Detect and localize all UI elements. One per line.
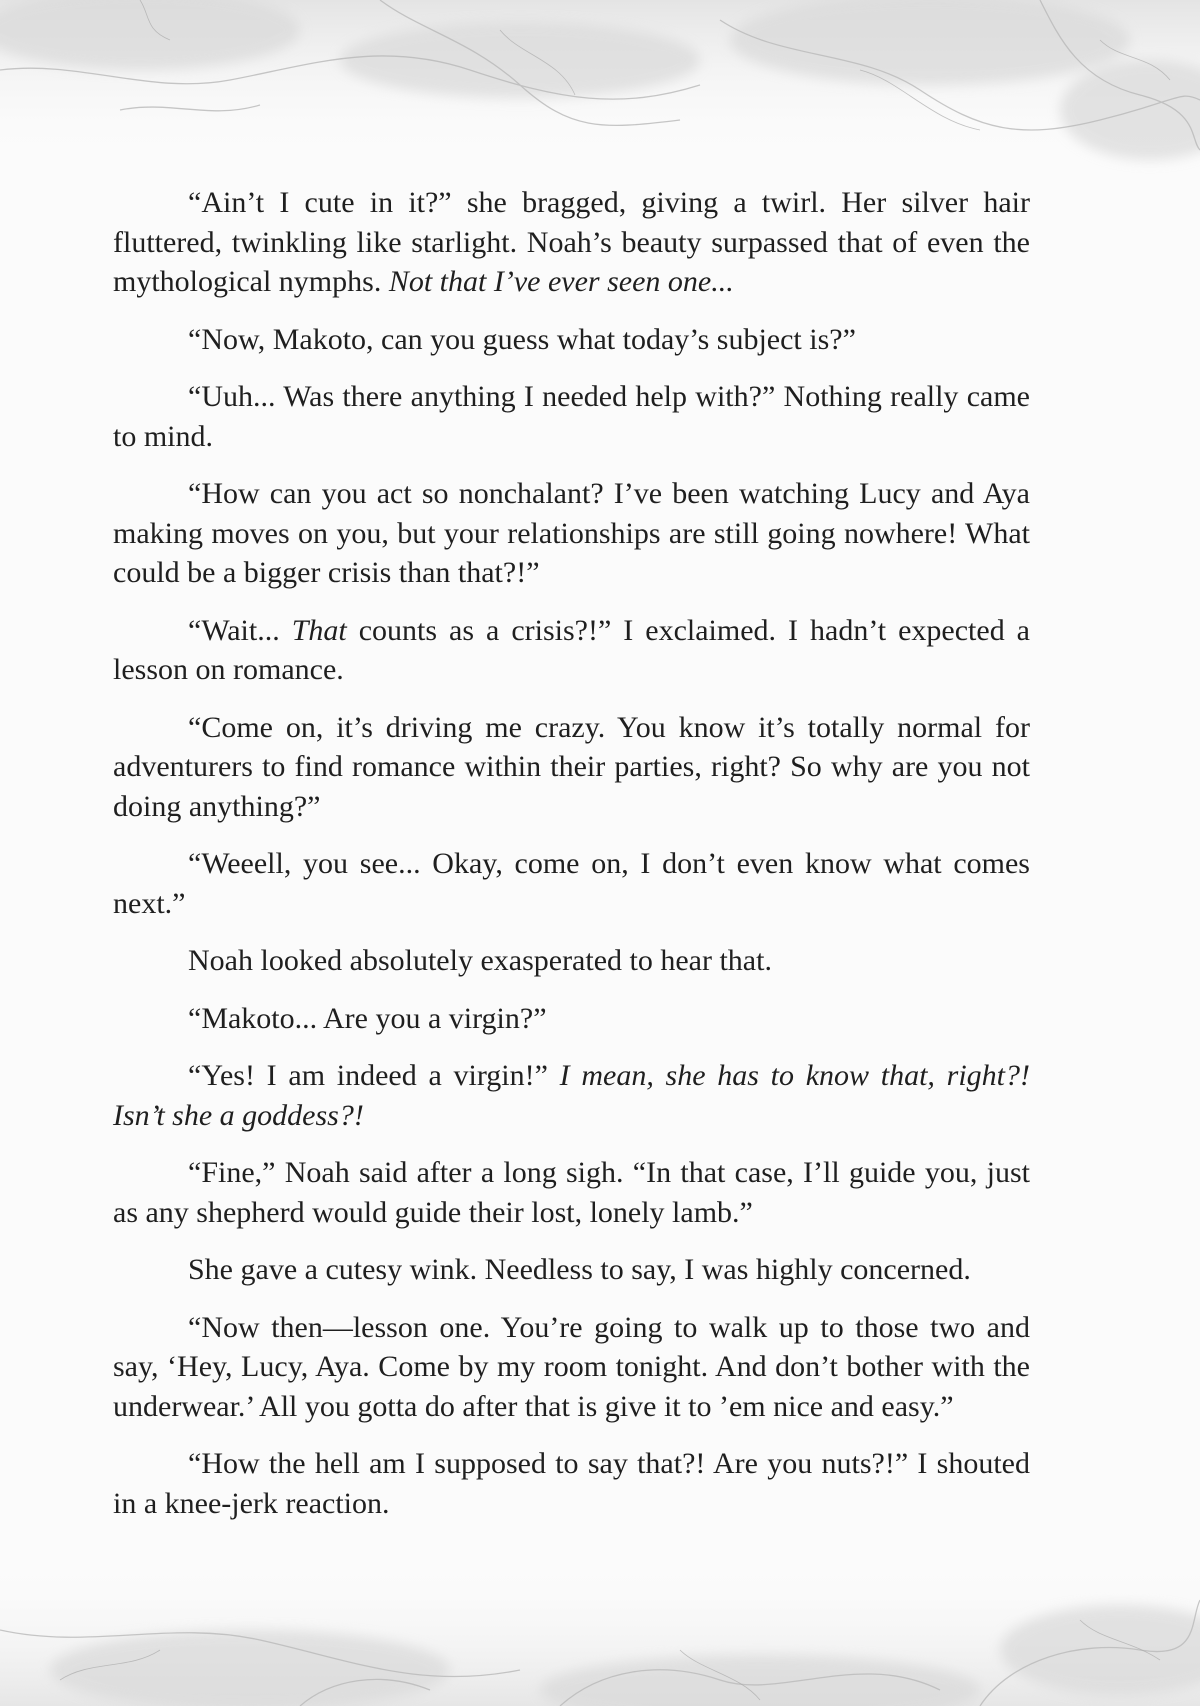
paragraph bbox=[113, 474, 1030, 593]
text-run: “How can you act so nonchalant? I’ve been watching Lucy and Aya making moves on you, but your relationships are still going nowhere! What could be a bigger crisis than that?!” bbox=[113, 477, 1030, 589]
paragraph bbox=[113, 708, 1030, 827]
italic-text: I mean, she has to know that, right?! Isn’t she a goddess?! bbox=[113, 1059, 1030, 1132]
text-run: “How the hell am I supposed to say that?! Are you nuts?!” I shouted in a knee-jerk reaction. bbox=[113, 1447, 1030, 1520]
paragraph bbox=[113, 1153, 1030, 1232]
paragraph bbox=[113, 1056, 1030, 1135]
text-run: Noah looked absolutely exasperated to hear that. bbox=[188, 944, 772, 977]
text-run: “Now then—lesson one. You’re going to walk up to those two and say, ‘Hey, Lucy, Aya. Come by my room tonight. And don’t bother with the underwear.’ All you gotta do after that is give it to ’em nice and easy.” bbox=[113, 1310, 1030, 1423]
paragraph bbox=[113, 611, 1030, 690]
italic-text: That bbox=[291, 613, 347, 647]
page-text bbox=[113, 183, 1030, 1541]
paragraph bbox=[113, 844, 1030, 923]
text-run: “Now, Makoto, can you guess what today’s subject is?” bbox=[188, 322, 856, 356]
text-run: She gave a cutesy wink. Needless to say, I was highly concerned. bbox=[188, 1253, 971, 1286]
paragraph bbox=[113, 1444, 1030, 1523]
text-run: counts as a crisis?!” I exclaimed. I hadn’t expected a lesson on romance. bbox=[113, 613, 1030, 686]
text-run: “Fine,” Noah said after a long sigh. “In that case, I’ll guide you, just as any shepherd would guide their lost, lonely lamb.” bbox=[113, 1156, 1030, 1229]
text-run: “Yes! I am indeed a virgin!” bbox=[188, 1059, 560, 1092]
paragraph bbox=[113, 183, 1030, 302]
paragraph bbox=[113, 941, 1030, 981]
paragraph bbox=[113, 377, 1030, 456]
paragraph bbox=[113, 999, 1030, 1039]
text-run: “Makoto... Are you a virgin?” bbox=[188, 1001, 547, 1035]
text-run: “Come on, it’s driving me crazy. You know it’s totally normal for adventurers to find romance within their parties, right? So why are you not doing anything?” bbox=[113, 710, 1030, 823]
text-run: “Weeell, you see... Okay, come on, I don’t even know what comes next.” bbox=[113, 847, 1030, 920]
text-run: “Wait... bbox=[188, 613, 292, 647]
paragraph bbox=[113, 320, 1030, 360]
text-run: “Ain’t I cute in it?” she bragged, giving a twirl. Her silver hair fluttered, twinkling like starlight. Noah’s beauty surpassed that of even the mythological nymphs. bbox=[113, 186, 1030, 298]
paragraph bbox=[113, 1308, 1030, 1427]
text-run: “Uuh... Was there anything I needed help with?” Nothing really came to mind. bbox=[113, 380, 1030, 453]
italic-text: Not that I’ve ever seen one... bbox=[388, 265, 734, 298]
paragraph bbox=[113, 1250, 1030, 1290]
